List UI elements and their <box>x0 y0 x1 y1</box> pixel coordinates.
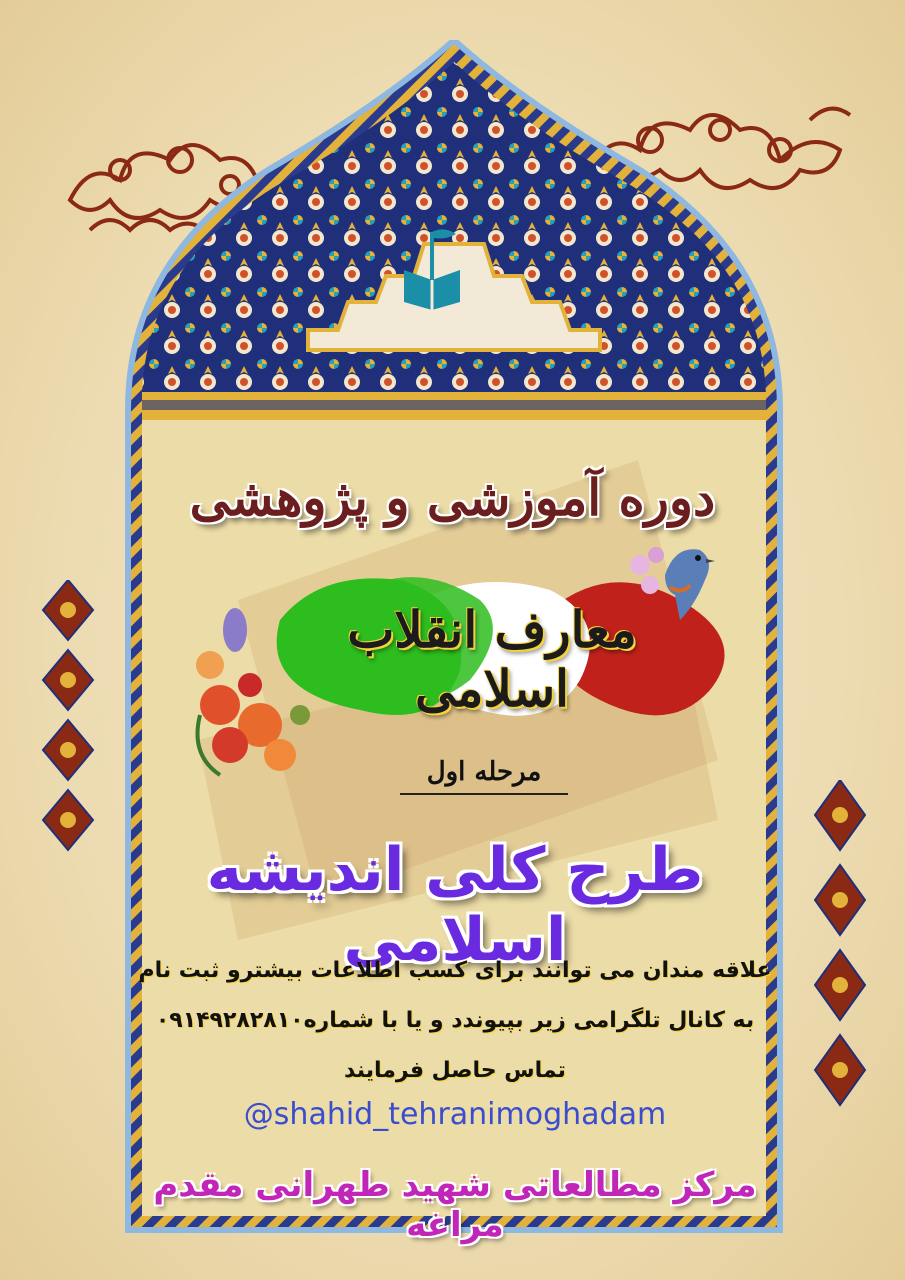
flag-title: معارف انقلاب اسلامی <box>347 600 637 718</box>
course-title: دوره آموزشی و پژوهشی <box>189 468 716 527</box>
flower-bouquet-icon <box>180 595 340 785</box>
arabesque-medallion-column-right-icon <box>810 780 870 1120</box>
arabesque-medallion-column-left-icon <box>38 580 98 880</box>
main-title: طرح کلی اندیشه اسلامی <box>206 835 704 975</box>
book-flag-logo-icon <box>400 222 470 312</box>
bird-on-blossom-icon <box>620 525 730 635</box>
info-line-3: تماس حاصل فرمایند <box>344 1058 566 1083</box>
telegram-handle-link[interactable]: @shahid_tehranimoghadam <box>243 1097 667 1132</box>
info-line-1: علاقه مندان می توانند برای کسب اطلاعات بیشترو ثبت نام <box>138 958 772 983</box>
info-line-2: به کانال تلگرامی زیر بپیوندد و یا با شماره۰۹۱۴۹۲۸۲۸۱۰ <box>155 1008 755 1033</box>
center-name: مرکز مطالعاتی شهید طهرانی مقدم مراغه <box>153 1165 757 1245</box>
stage-label: مرحله اول <box>400 755 568 795</box>
